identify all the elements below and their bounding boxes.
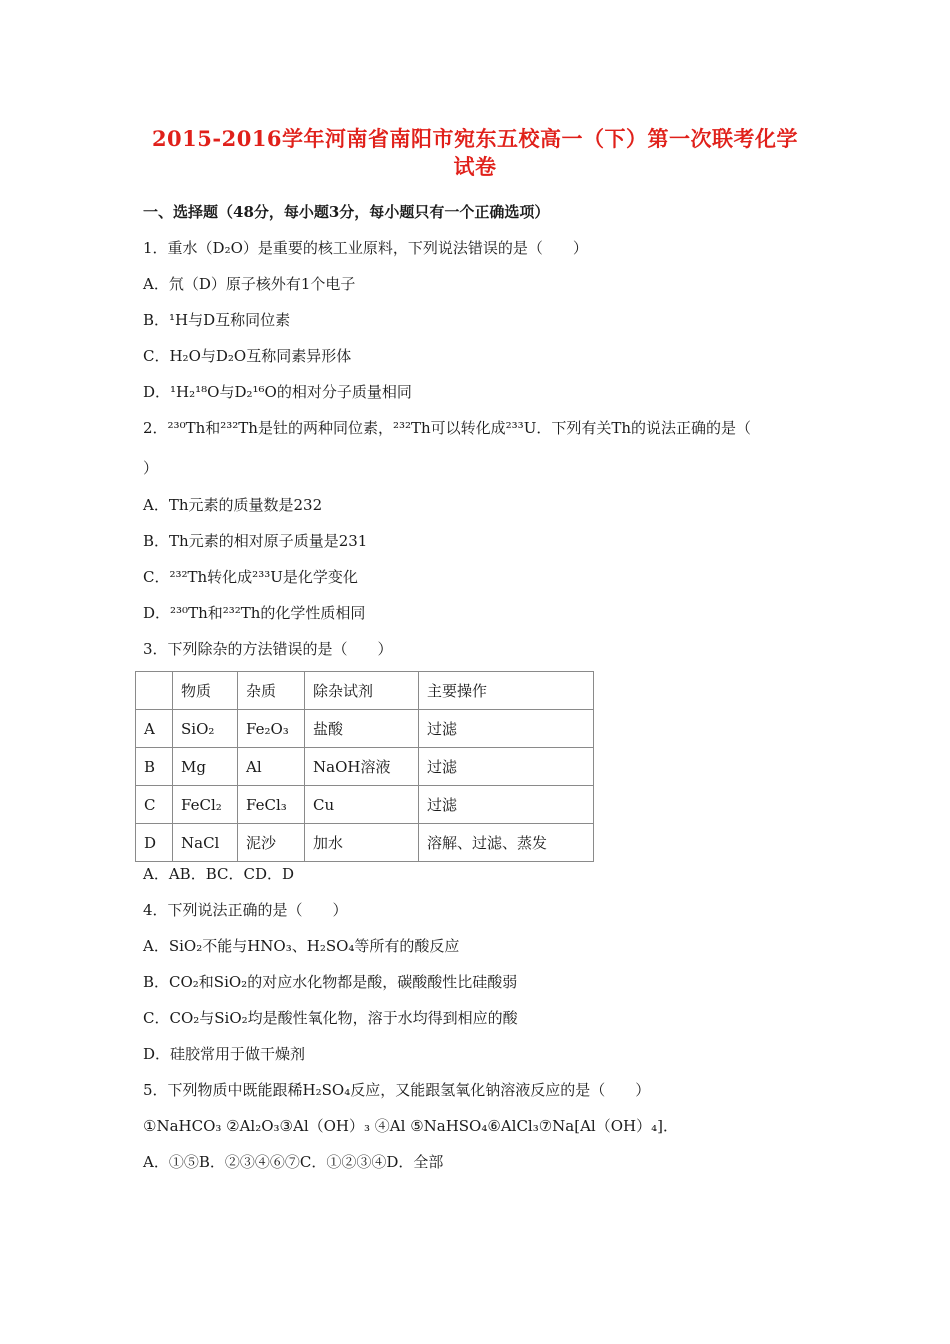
table-cell: 过滤 xyxy=(419,710,594,748)
table-cell: A xyxy=(136,710,173,748)
q2-option-d: D．²³⁰Th和²³²Th的化学性质相同 xyxy=(143,604,366,622)
q1-option-b: B．¹H与D互称同位素 xyxy=(143,311,291,329)
table-cell: Al xyxy=(238,748,305,786)
table-cell: Fe₂O₃ xyxy=(238,710,305,748)
table-header-cell: 主要操作 xyxy=(419,672,594,710)
q2-option-a: A．Th元素的质量数是232 xyxy=(143,496,323,514)
q2-stem-continued: ） xyxy=(143,459,159,477)
table-cell: FeCl₃ xyxy=(238,786,305,824)
table-cell: NaOH溶液 xyxy=(305,748,419,786)
table-row xyxy=(136,824,594,862)
q2-option-b: B．Th元素的相对原子质量是231 xyxy=(143,532,368,550)
table-cell: 盐酸 xyxy=(305,710,419,748)
q2-option-c: C．²³²Th转化成²³³U是化学变化 xyxy=(143,568,358,586)
table-cell: SiO₂ xyxy=(173,710,238,748)
table-header-cell: 杂质 xyxy=(238,672,305,710)
q5-stem: 5．下列物质中既能跟稀H₂SO₄反应，又能跟氢氧化钠溶液反应的是（ ） xyxy=(143,1081,651,1099)
document-title-line1: 2015-2016学年河南省南阳市宛东五校高一（下）第一次联考化学 xyxy=(151,126,799,151)
table-cell: D xyxy=(136,824,173,862)
q4-option-d: D．硅胶常用于做干燥剂 xyxy=(143,1045,306,1063)
table-cell: Mg xyxy=(173,748,238,786)
table-cell: FeCl₂ xyxy=(173,786,238,824)
q3-options: A．AB．BC．CD．D xyxy=(143,865,294,883)
table-header-row xyxy=(136,672,594,710)
q5-items: ①NaHCO₃ ②Al₂O₃③Al（OH）₃ ④Al ⑤NaHSO₄⑥AlCl₃⑦Na[Al（OH）₄]． xyxy=(143,1117,678,1135)
table-row xyxy=(136,710,594,748)
q1-option-a: A．氘（D）原子核外有1个电子 xyxy=(143,275,356,293)
table-cell: 加水 xyxy=(305,824,419,862)
table-cell: 过滤 xyxy=(419,748,594,786)
table-cell: B xyxy=(136,748,173,786)
q2-stem: 2．²³⁰Th和²³²Th是钍的两种同位素，²³²Th可以转化成²³³U．下列有关Th的说法正确的是（ xyxy=(143,419,752,437)
q4-option-a: A．SiO₂不能与HNO₃、H₂SO₄等所有的酸反应 xyxy=(143,937,460,955)
table-cell: 过滤 xyxy=(419,786,594,824)
document-title-line2: 试卷 xyxy=(453,154,497,179)
table-cell: C xyxy=(136,786,173,824)
impurity-removal-table xyxy=(135,671,594,862)
q1-stem: 1．重水（D₂O）是重要的核工业原料，下列说法错误的是（ ） xyxy=(143,239,588,257)
table-header-cell: 除杂试剂 xyxy=(305,672,419,710)
table-cell: NaCl xyxy=(173,824,238,862)
table-cell: 泥沙 xyxy=(238,824,305,862)
q4-stem: 4．下列说法正确的是（ ） xyxy=(143,901,348,919)
table-header-cell xyxy=(136,672,173,710)
q1-option-d: D．¹H₂¹⁸O与D₂¹⁶O的相对分子质量相同 xyxy=(143,383,412,401)
q3-stem: 3．下列除杂的方法错误的是（ ） xyxy=(143,640,393,658)
q4-option-c: C．CO₂与SiO₂均是酸性氧化物，溶于水均得到相应的酸 xyxy=(143,1009,518,1027)
table-cell: Cu xyxy=(305,786,419,824)
q1-option-c: C．H₂O与D₂O互称同素异形体 xyxy=(143,347,352,365)
q4-option-b: B．CO₂和SiO₂的对应水化物都是酸，碳酸酸性比硅酸弱 xyxy=(143,973,518,991)
table-header-cell: 物质 xyxy=(173,672,238,710)
table-row xyxy=(136,786,594,824)
q5-options: A．①⑤B．②③④⑥⑦C．①②③④D．全部 xyxy=(143,1153,444,1171)
table-cell: 溶解、过滤、蒸发 xyxy=(419,824,594,862)
table-row xyxy=(136,748,594,786)
section-heading: 一、选择题（48分，每小题3分，每小题只有一个正确选项） xyxy=(143,203,550,221)
